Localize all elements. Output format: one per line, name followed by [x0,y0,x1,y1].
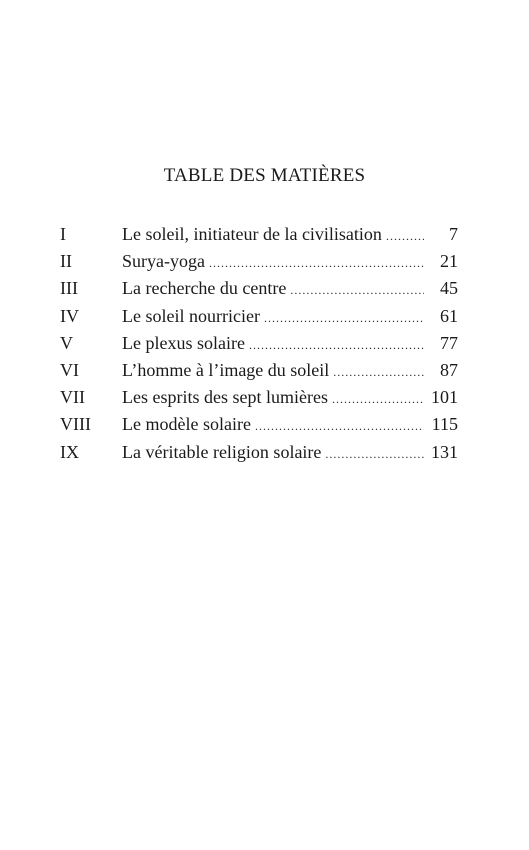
chapter-number: VII [60,387,85,408]
page-number: 131 [431,441,458,462]
table-of-contents [60,221,458,466]
chapter-number: VI [60,359,79,380]
dot-leader [249,332,424,359]
page-number: 77 [440,332,458,353]
page-number: 101 [431,387,458,408]
chapter-entry [122,439,424,468]
chapter-entry [122,303,424,332]
chapter-title: Le plexus solaire [122,332,245,353]
chapter-entry [122,330,424,359]
chapter-entry [122,221,424,250]
chapter-entry [122,411,424,440]
toc-entry [60,411,458,438]
dot-leader [290,277,424,304]
toc-entry [60,248,458,275]
chapter-number: IV [60,305,79,326]
chapter-title: Le modèle solaire [122,414,251,435]
dot-leader [255,413,424,440]
chapter-title: Le soleil nourricier [122,305,260,326]
page-number: 7 [449,224,458,244]
chapter-entry [122,248,424,277]
toc-entry [60,275,458,302]
page-title: TABLE DES MATIÈRES [163,165,366,186]
toc-entry [60,357,458,384]
dot-leader [333,359,424,386]
chapter-entry [122,357,424,386]
page-number: 87 [440,359,458,380]
dot-leader [209,250,424,277]
chapter-title: Les esprits des sept lumières [122,387,328,408]
chapter-entry [122,275,424,304]
chapter-number: I [60,224,66,244]
dot-leader [332,386,424,413]
page-number: 115 [431,414,458,435]
page-number: 61 [440,305,458,326]
chapter-title: Surya-yoga [122,251,205,272]
dot-leader [325,441,424,468]
chapter-title: La recherche du centre [122,278,287,299]
chapter-title: L’homme à l’image du soleil [122,359,330,380]
page-number: 45 [440,278,458,299]
dot-leader [264,305,424,332]
chapter-number: V [60,332,73,353]
toc-entry [60,330,458,357]
chapter-number: VIII [60,414,91,435]
page-number: 21 [440,251,458,272]
toc-entry [60,303,458,330]
chapter-number: II [60,251,72,272]
chapter-number: IX [60,441,79,462]
toc-entry [60,384,458,411]
chapter-title: Le soleil, initiateur de la civilisation [122,224,382,244]
chapter-title: La véritable religion solaire [122,441,322,462]
toc-entry [60,221,458,248]
toc-entry [60,439,458,466]
chapter-entry [122,384,424,413]
dot-leader [386,223,424,250]
chapter-number: III [60,278,78,299]
